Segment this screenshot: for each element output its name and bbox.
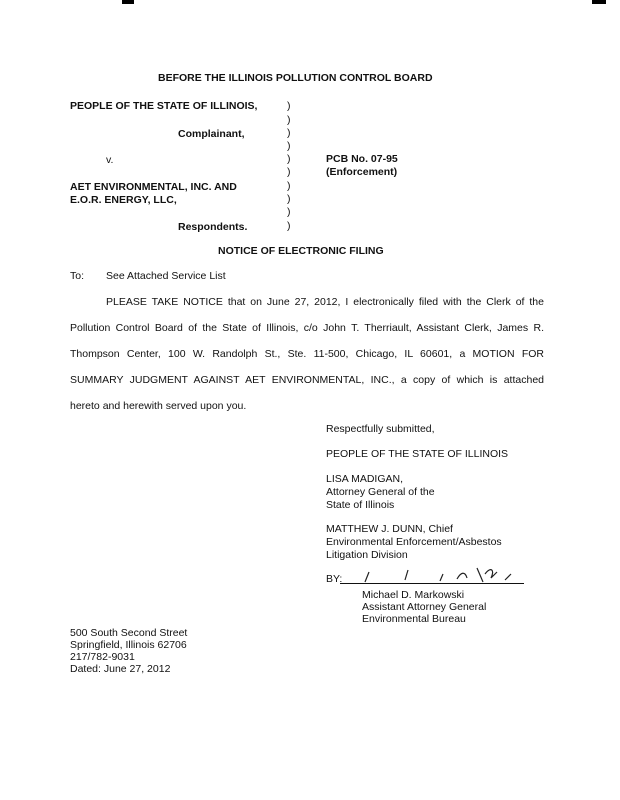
body-line: Pollution Control Board of the State of Illinois, c/o John T. Therriault, Assistant Clerk, James R.: [70, 322, 544, 334]
caption-paren: ): [287, 193, 291, 205]
closing: Respectfully submitted,: [326, 423, 435, 435]
body-line: SUMMARY JUDGMENT AGAINST AET ENVIRONMENTAL, INC., a copy of which is attached: [70, 374, 544, 386]
board-title: BEFORE THE ILLINOIS POLLUTION CONTROL BOARD: [158, 72, 433, 84]
caption-paren: ): [287, 114, 291, 126]
plaintiff-name: PEOPLE OF THE STATE OF ILLINOIS,: [70, 100, 258, 112]
defendant-role: Respondents.: [178, 221, 248, 233]
body-line: hereto and herewith served upon you.: [70, 400, 247, 412]
signer-title-line2: Environmental Bureau: [362, 613, 466, 625]
ag-title-line2: State of Illinois: [326, 499, 395, 511]
notice-title: NOTICE OF ELECTRONIC FILING: [218, 245, 384, 257]
caption-paren: ): [287, 153, 291, 165]
scan-mark-right: [592, 0, 606, 4]
defendant-name-line2: E.O.R. ENERGY, LLC,: [70, 194, 177, 206]
signer-title-line1: Assistant Attorney General: [362, 601, 487, 613]
ag-name: LISA MADIGAN,: [326, 473, 404, 485]
versus: v.: [106, 154, 114, 166]
case-type: (Enforcement): [326, 166, 398, 178]
body-line: PLEASE TAKE NOTICE that on June 27, 2012, I electronically filed with the Clerk of the: [106, 296, 544, 308]
chief-division-line1: Environmental Enforcement/Asbestos: [326, 536, 502, 548]
caption-paren: ): [287, 180, 291, 192]
to-label: To:: [70, 270, 85, 282]
chief-name: MATTHEW J. DUNN, Chief: [326, 523, 453, 535]
scan-mark-left: [122, 0, 134, 4]
to-value: See Attached Service List: [106, 270, 226, 282]
address-city: Springfield, Illinois 62706: [70, 639, 187, 651]
caption-paren: ): [287, 220, 291, 232]
caption-paren: ): [287, 100, 291, 112]
caption-paren: ): [287, 166, 291, 178]
address-phone: 217/782-9031: [70, 651, 135, 663]
caption-paren: ): [287, 127, 291, 139]
plaintiff-role: Complainant,: [178, 128, 245, 140]
signer-name: Michael D. Markowski: [362, 589, 465, 601]
caption-paren: ): [287, 206, 291, 218]
case-number: PCB No. 07-95: [326, 153, 398, 165]
handwritten-signature: [345, 562, 523, 586]
ag-title-line1: Attorney General of the: [326, 486, 435, 498]
by-label: BY:: [326, 573, 343, 585]
party-name: PEOPLE OF THE STATE OF ILLINOIS: [326, 448, 509, 460]
defendant-name-line1: AET ENVIRONMENTAL, INC. AND: [70, 181, 237, 193]
chief-division-line2: Litigation Division: [326, 549, 408, 561]
address-street: 500 South Second Street: [70, 627, 188, 639]
date-line: Dated: June 27, 2012: [70, 663, 171, 675]
caption-paren: ): [287, 140, 291, 152]
body-line: Thompson Center, 100 W. Randolph St., Ste. 11-500, Chicago, IL 60601, a MOTION FOR: [70, 348, 544, 360]
